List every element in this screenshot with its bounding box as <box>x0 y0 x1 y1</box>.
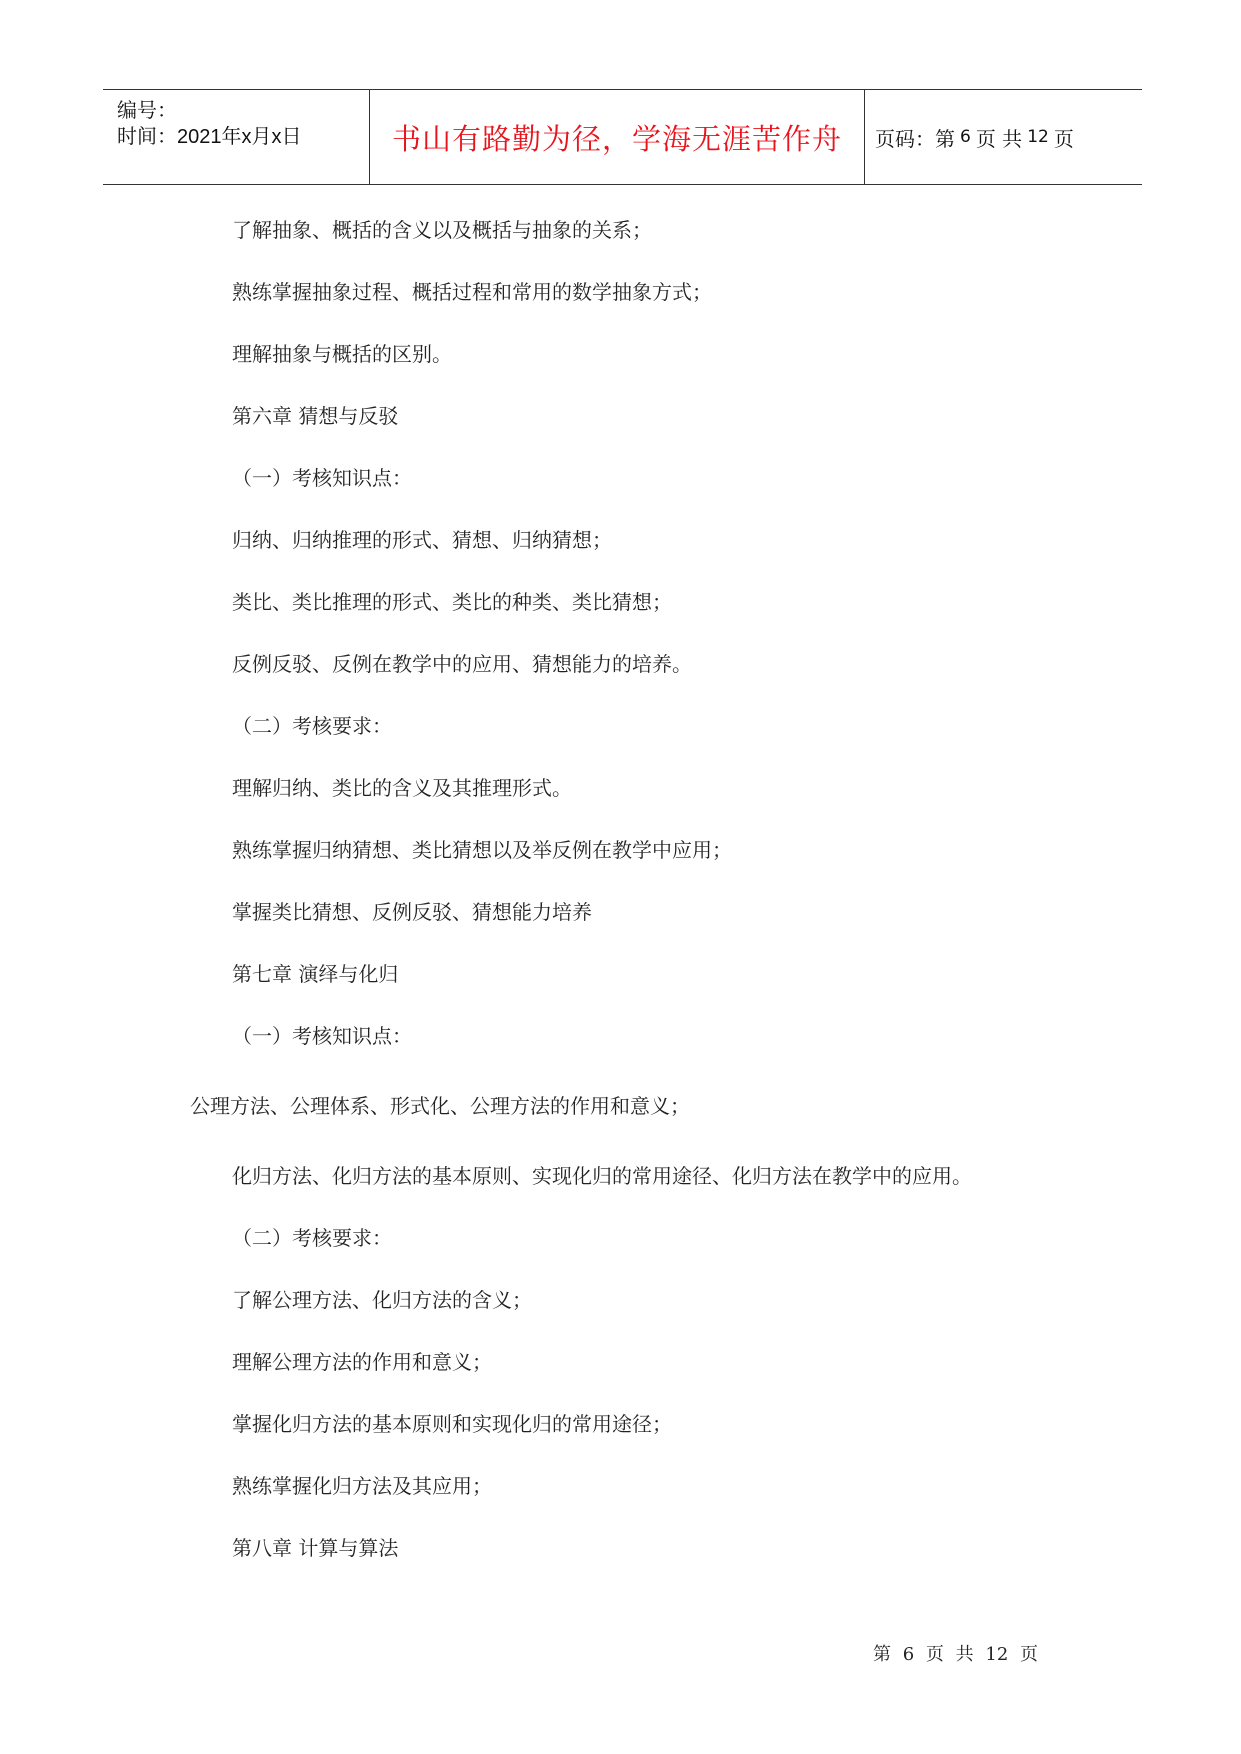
chapter-heading: 第七章 演绎与化归 <box>232 962 399 986</box>
time-label: 时间：2021年x月x日 <box>117 126 302 148</box>
body-line: 熟练掌握归纳猜想、类比猜想以及举反例在教学中应用； <box>232 838 732 862</box>
motto-text: 书山有路勤为径，学海无涯苦作舟 <box>391 121 842 156</box>
footer-di: 第 <box>873 1644 891 1665</box>
body-line: 掌握化归方法的基本原则和实现化归的常用途径； <box>232 1412 672 1436</box>
chapter-heading: 第八章 计算与算法 <box>232 1536 399 1560</box>
number-label: 编号： <box>117 100 177 122</box>
header-meta-cell <box>103 90 370 184</box>
body-line: 公理方法、公理体系、形式化、公理方法的作用和意义； <box>190 1094 690 1118</box>
body-line: 理解归纳、类比的含义及其推理形式。 <box>232 776 572 800</box>
header-page-cell <box>865 90 1142 184</box>
section-heading: （一）考核知识点： <box>232 466 412 490</box>
body-line: 化归方法、化归方法的基本原则、实现化归的常用途径、化归方法在教学中的应用。 <box>232 1164 972 1188</box>
footer-ye-end: 页 <box>1020 1644 1039 1665</box>
body-line: 了解抽象、概括的含义以及概括与抽象的关系； <box>232 218 652 242</box>
page-footer <box>870 1640 1041 1666</box>
document-header <box>103 89 1142 185</box>
footer-gong: 共 <box>955 1644 974 1665</box>
page-suffix: 页 <box>1053 126 1074 151</box>
body-line: 类比、类比推理的形式、类比的种类、类比猜想； <box>232 590 672 614</box>
page-total: 12 <box>1027 127 1049 147</box>
body-line: 反例反驳、反例在教学中的应用、猜想能力的培养。 <box>232 652 692 676</box>
footer-total-pages: 12 <box>985 1644 1009 1665</box>
section-heading: （二）考核要求： <box>232 1226 392 1250</box>
page-current: 6 <box>960 127 971 147</box>
body-line: 了解公理方法、化归方法的含义； <box>232 1288 532 1312</box>
page-prefix: 页码：第 <box>875 126 955 151</box>
body-line: 归纳、归纳推理的形式、猜想、归纳猜想； <box>232 528 612 552</box>
chapter-heading: 第六章 猜想与反驳 <box>232 404 399 428</box>
header-motto-cell <box>370 90 865 184</box>
page-mid: 页 共 <box>975 126 1023 151</box>
body-line: 熟练掌握抽象过程、概括过程和常用的数学抽象方式； <box>232 280 712 304</box>
body-line: 掌握类比猜想、反例反驳、猜想能力培养 <box>232 900 592 924</box>
section-heading: （二）考核要求： <box>232 714 392 738</box>
body-line: 理解抽象与概括的区别。 <box>232 342 452 366</box>
body-line: 熟练掌握化归方法及其应用； <box>232 1474 492 1498</box>
footer-current-page: 6 <box>902 1644 915 1665</box>
footer-ye: 页 <box>925 1644 944 1665</box>
section-heading: （一）考核知识点： <box>232 1024 412 1048</box>
body-line: 理解公理方法的作用和意义； <box>232 1350 492 1374</box>
